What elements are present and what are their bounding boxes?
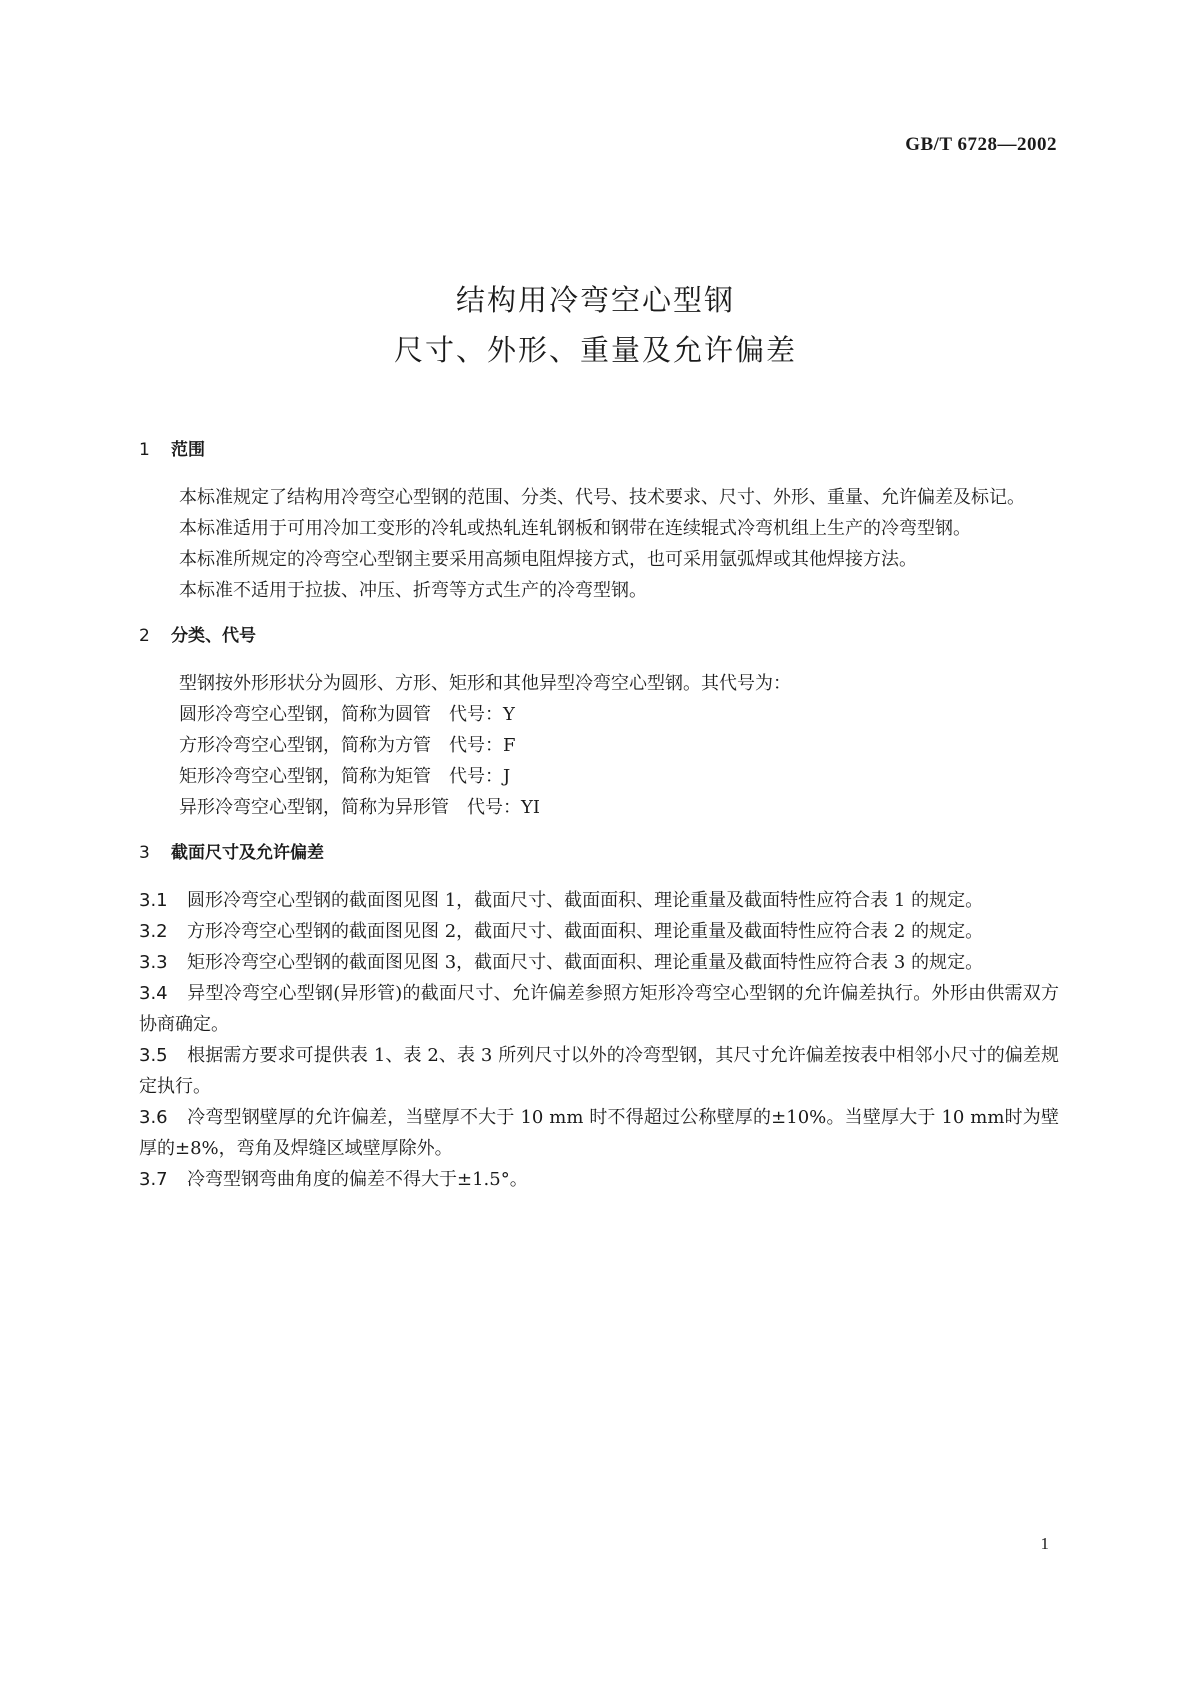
section-2-heading bbox=[139, 624, 1059, 648]
section-2-line: 异形冷弯空心型钢，简称为异形管 代号：YI bbox=[179, 797, 540, 818]
clause-3-7 bbox=[139, 1164, 1059, 1195]
document-body bbox=[139, 438, 1059, 1195]
title-line-2: 尺寸、外形、重量及允许偏差 bbox=[393, 333, 797, 367]
section-2-body bbox=[139, 668, 1059, 823]
section-3-title: 截面尺寸及允许偏差 bbox=[171, 843, 324, 863]
clause-3-3 bbox=[139, 947, 1059, 978]
clause-number: 3.5 bbox=[139, 1045, 168, 1066]
section-1-paragraph: 本标准不适用于拉拔、冲压、折弯等方式生产的冷弯型钢。 bbox=[179, 580, 647, 601]
clause-3-2 bbox=[139, 916, 1059, 947]
section-3-number: 3 bbox=[139, 843, 150, 863]
section-2-line: 方形冷弯空心型钢，简称为方管 代号：F bbox=[179, 735, 516, 756]
section-1-paragraph: 本标准所规定的冷弯空心型钢主要采用高频电阻焊接方式，也可采用氩弧焊或其他焊接方法。 bbox=[179, 549, 917, 570]
clause-text: 方形冷弯空心型钢的截面图见图 2，截面尺寸、截面面积、理论重量及截面特性应符合表 2 的规定。 bbox=[187, 921, 984, 942]
clause-text: 冷弯型钢壁厚的允许偏差，当壁厚不大于 10 mm 时不得超过公称壁厚的±10%。当壁厚大于 10 mm时为壁厚的±8%，弯角及焊缝区域壁厚除外。 bbox=[139, 1107, 1059, 1159]
clause-number: 3.7 bbox=[139, 1169, 168, 1190]
document-title bbox=[0, 275, 1191, 375]
section-1-body bbox=[139, 482, 1059, 606]
clause-3-5 bbox=[139, 1040, 1059, 1102]
clause-text: 矩形冷弯空心型钢的截面图见图 3，截面尺寸、截面面积、理论重量及截面特性应符合表 3 的规定。 bbox=[187, 952, 984, 973]
clause-number: 3.3 bbox=[139, 952, 168, 973]
clause-text: 异型冷弯空心型钢(异形管)的截面尺寸、允许偏差参照方矩形冷弯空心型钢的允许偏差执行。外形由供需双方协商确定。 bbox=[139, 983, 1059, 1035]
section-2-line: 矩形冷弯空心型钢，简称为矩管 代号：J bbox=[179, 766, 511, 787]
clause-3-4 bbox=[139, 978, 1059, 1040]
section-3-heading bbox=[139, 841, 1059, 865]
clause-number: 3.1 bbox=[139, 890, 168, 911]
section-1-paragraph: 本标准适用于可用冷加工变形的冷轧或热轧连轧钢板和钢带在连续辊式冷弯机组上生产的冷弯型钢。 bbox=[179, 518, 971, 539]
clause-text: 根据需方要求可提供表 1、表 2、表 3 所列尺寸以外的冷弯型钢，其尺寸允许偏差按表中相邻小尺寸的偏差规定执行。 bbox=[139, 1045, 1059, 1097]
section-2-line: 圆形冷弯空心型钢，简称为圆管 代号：Y bbox=[179, 704, 515, 725]
section-1-paragraph: 本标准规定了结构用冷弯空心型钢的范围、分类、代号、技术要求、尺寸、外形、重量、允许偏差及标记。 bbox=[179, 487, 1025, 508]
section-1-title: 范围 bbox=[171, 440, 205, 460]
section-1-number: 1 bbox=[139, 440, 150, 460]
clause-text: 冷弯型钢弯曲角度的偏差不得大于±1.5°。 bbox=[187, 1169, 528, 1190]
clause-3-6 bbox=[139, 1102, 1059, 1164]
section-1-heading bbox=[139, 438, 1059, 462]
clause-text: 圆形冷弯空心型钢的截面图见图 1，截面尺寸、截面面积、理论重量及截面特性应符合表 1 的规定。 bbox=[187, 890, 984, 911]
section-2-title: 分类、代号 bbox=[171, 626, 256, 646]
page-number: 1 bbox=[1040, 1534, 1049, 1553]
section-2-number: 2 bbox=[139, 626, 150, 646]
title-line-1: 结构用冷弯空心型钢 bbox=[455, 283, 735, 317]
standard-number: GB/T 6728—2002 bbox=[905, 134, 1057, 155]
clause-number: 3.6 bbox=[139, 1107, 168, 1128]
section-3-body bbox=[139, 885, 1059, 1195]
clause-number: 3.2 bbox=[139, 921, 168, 942]
clause-3-1 bbox=[139, 885, 1059, 916]
section-2-line: 型钢按外形形状分为圆形、方形、矩形和其他异型冷弯空心型钢。其代号为： bbox=[179, 673, 791, 694]
clause-number: 3.4 bbox=[139, 983, 168, 1004]
